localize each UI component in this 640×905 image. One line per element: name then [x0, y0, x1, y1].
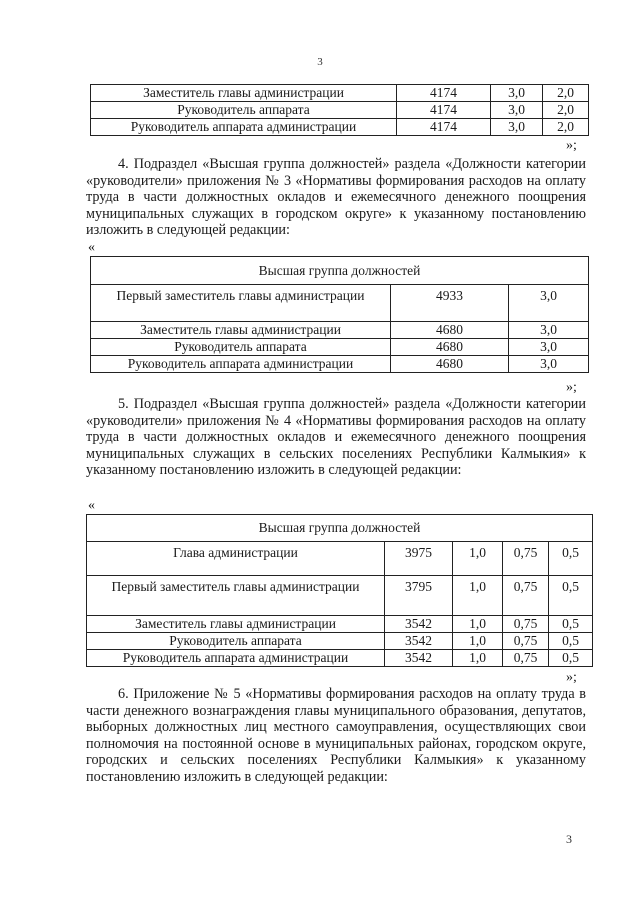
coef-cell: 1,0	[453, 633, 503, 650]
coef-cell: 0,75	[503, 576, 549, 616]
salary-cell: 4174	[397, 102, 491, 119]
table-header-row	[87, 515, 593, 542]
coef-cell: 3,0	[509, 322, 589, 339]
opening-quote: «	[88, 498, 95, 513]
table-row	[87, 633, 593, 650]
closing-quote: »;	[566, 670, 577, 685]
paragraph-5	[86, 396, 586, 479]
coef-cell: 0,5	[549, 542, 593, 576]
table-row	[87, 650, 593, 667]
coef-cell: 0,5	[549, 650, 593, 667]
opening-quote: «	[88, 240, 95, 255]
table-row	[91, 356, 589, 373]
coef-cell: 0,5	[549, 576, 593, 616]
table-row	[91, 322, 589, 339]
coef-cell: 2,0	[543, 119, 589, 136]
salary-table-1	[90, 84, 589, 136]
page-number-top: 3	[317, 56, 323, 68]
page-number-bottom: 3	[566, 832, 572, 846]
coef-cell: 0,5	[549, 616, 593, 633]
table-header: Высшая группа должностей	[91, 257, 589, 285]
coef-cell: 3,0	[509, 356, 589, 373]
coef-cell: 2,0	[543, 102, 589, 119]
coef-cell: 1,0	[453, 650, 503, 667]
position-cell: Первый заместитель главы администрации	[87, 576, 385, 616]
table-row	[91, 119, 589, 136]
salary-cell: 3542	[385, 633, 453, 650]
coef-cell: 2,0	[543, 85, 589, 102]
paragraph-6-text: 6. Приложение № 5 «Нормативы формирования расходов на оплату труда в части денежного вознаграждения главы муниципального образования, депутатов, выборных должностных лиц местного самоуправления, осуществляющих свои полномочия на постоянной основе в муниципальных районах, городском округе, городских и сельских поселениях Республики Калмыкия» к указанному постановлению изложить в следующей редакции:	[86, 686, 586, 785]
position-cell: Руководитель аппарата администрации	[87, 650, 385, 667]
paragraph-4	[86, 156, 586, 239]
coef-cell: 1,0	[453, 542, 503, 576]
salary-cell: 4680	[391, 322, 509, 339]
coef-cell: 0,75	[503, 650, 549, 667]
table-row	[87, 576, 593, 616]
coef-cell: 3,0	[509, 285, 589, 322]
coef-cell: 0,75	[503, 542, 549, 576]
position-cell: Заместитель главы администрации	[87, 616, 385, 633]
coef-cell: 3,0	[509, 339, 589, 356]
paragraph-6	[86, 686, 586, 786]
table-row	[87, 616, 593, 633]
salary-table-2	[90, 256, 589, 373]
coef-cell: 1,0	[453, 616, 503, 633]
paragraph-4-text: 4. Подраздел «Высшая группа должностей» раздела «Должности категории «руководители» приложения № 3 «Нормативы формирования расходов на оплату труда в части должностных окладов и ежемесячного денежного поощрения муниципальных служащих в городском округе» к указанному постановлению изложить в следующей редакции:	[86, 156, 586, 239]
coef-cell: 1,0	[453, 576, 503, 616]
salary-cell: 4680	[391, 356, 509, 373]
position-cell: Глава администрации	[87, 542, 385, 576]
coef-cell: 3,0	[491, 102, 543, 119]
closing-quote: »;	[566, 138, 577, 153]
table-row	[91, 285, 589, 322]
salary-cell: 4680	[391, 339, 509, 356]
salary-cell: 3542	[385, 650, 453, 667]
salary-cell: 3542	[385, 616, 453, 633]
coef-cell: 0,5	[549, 633, 593, 650]
position-cell: Руководитель аппарата	[91, 102, 397, 119]
salary-cell: 4174	[397, 119, 491, 136]
coef-cell: 0,75	[503, 633, 549, 650]
position-cell: Руководитель аппарата	[91, 339, 391, 356]
table-row	[87, 542, 593, 576]
position-cell: Заместитель главы администрации	[91, 85, 397, 102]
position-cell: Заместитель главы администрации	[91, 322, 391, 339]
position-cell: Первый заместитель главы администрации	[91, 285, 391, 322]
table-row	[91, 85, 589, 102]
coef-cell: 3,0	[491, 85, 543, 102]
salary-cell: 3975	[385, 542, 453, 576]
salary-cell: 4174	[397, 85, 491, 102]
table-header-row	[91, 257, 589, 285]
position-cell: Руководитель аппарата	[87, 633, 385, 650]
table-header: Высшая группа должностей	[87, 515, 593, 542]
salary-table-3	[86, 514, 593, 667]
coef-cell: 0,75	[503, 616, 549, 633]
closing-quote: »;	[566, 380, 577, 395]
position-cell: Руководитель аппарата администрации	[91, 119, 397, 136]
table-row	[91, 102, 589, 119]
table-row	[91, 339, 589, 356]
salary-cell: 3795	[385, 576, 453, 616]
coef-cell: 3,0	[491, 119, 543, 136]
paragraph-5-text: 5. Подраздел «Высшая группа должностей» раздела «Должности категории «руководители» приложения № 4 «Нормативы формирования расходов на оплату труда в части должностных окладов и ежемесячного денежного поощрения муниципальных служащих в сельских поселениях Республики Калмыкия» к указанному постановлению изложить в следующей редакции:	[86, 396, 586, 479]
salary-cell: 4933	[391, 285, 509, 322]
position-cell: Руководитель аппарата администрации	[91, 356, 391, 373]
